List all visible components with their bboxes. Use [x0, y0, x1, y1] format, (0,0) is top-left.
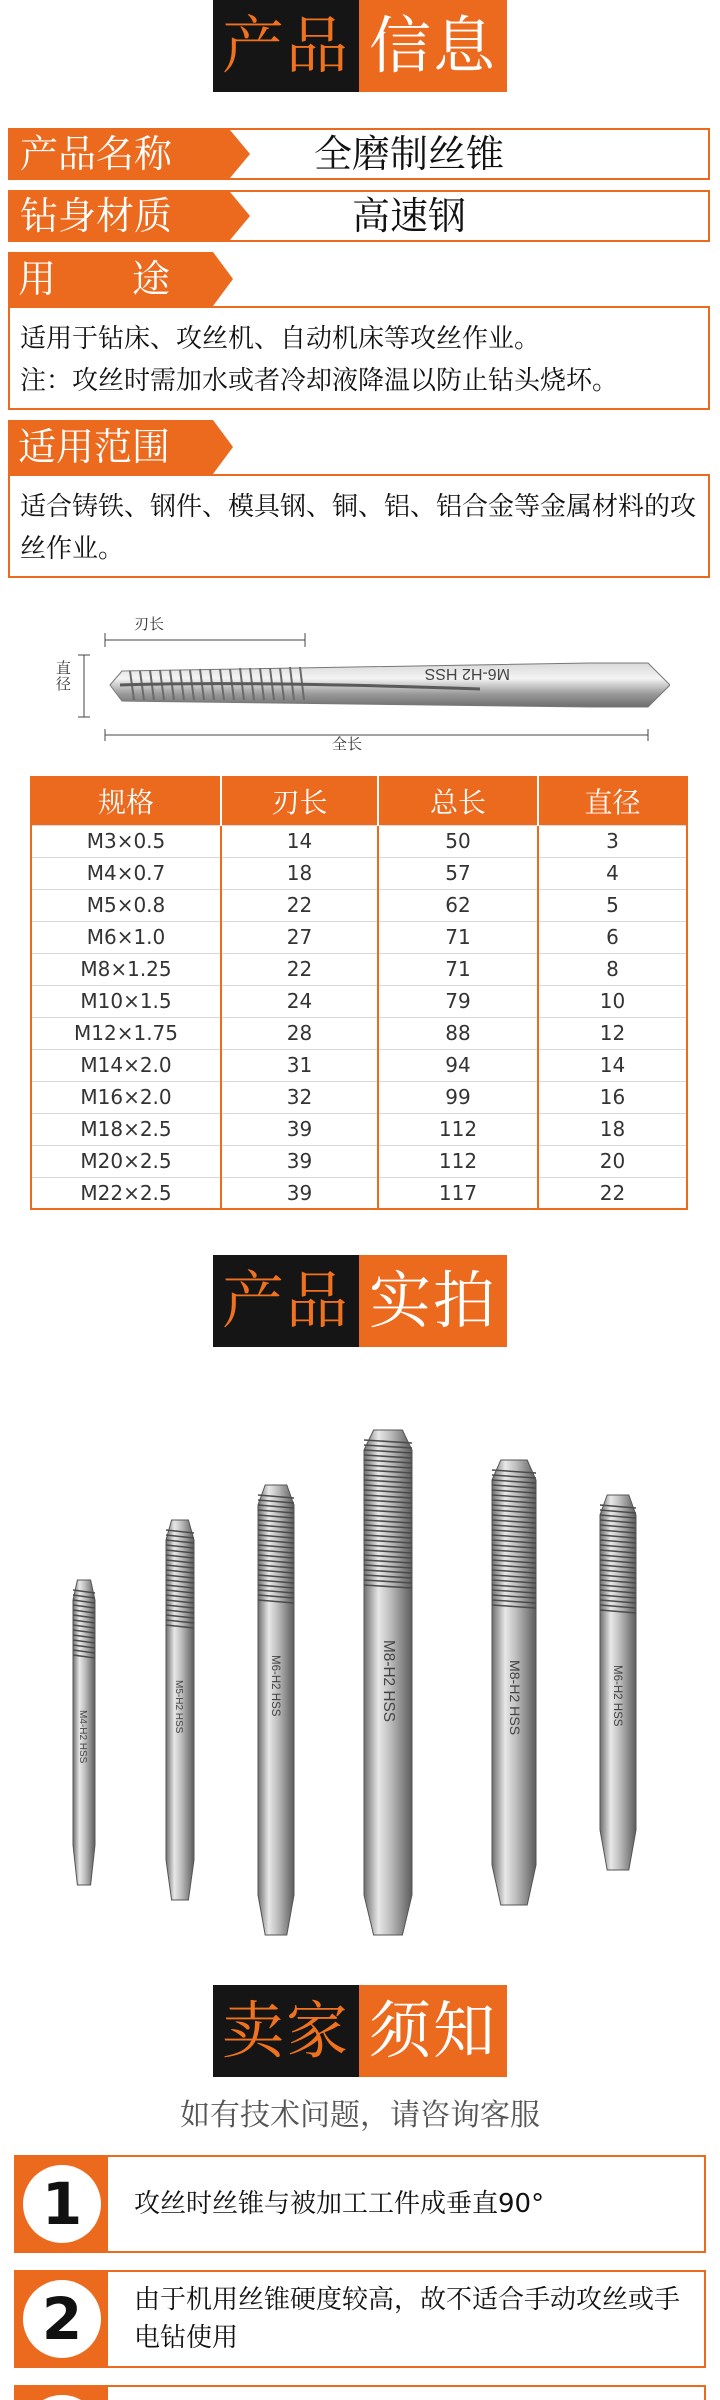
usage-label: 用 途 — [8, 252, 213, 306]
material-row — [8, 190, 710, 242]
heading-left: 产品 — [213, 1255, 359, 1347]
cell-spec: M16×2.0 — [31, 1081, 221, 1113]
notice-subtitle: 如有技术问题，请咨询客服 — [180, 2098, 540, 2133]
tap-3 — [258, 1485, 294, 1935]
product-name-row — [8, 128, 710, 180]
tap-4 — [364, 1430, 412, 1935]
table-row — [31, 953, 687, 985]
col-blade-length: 刃长 — [221, 777, 378, 825]
cell-diameter: 5 — [538, 889, 687, 921]
cell-blade-length: 32 — [221, 1081, 378, 1113]
product-photo — [0, 1380, 720, 1960]
product-name-label: 产品名称 — [10, 130, 230, 178]
tap-2 — [166, 1520, 194, 1900]
table-row — [31, 1017, 687, 1049]
cell-diameter: 3 — [538, 825, 687, 857]
col-diameter: 直径 — [538, 777, 687, 825]
tap-5 — [492, 1460, 536, 1905]
tap-engraving: M8-H2 HSS — [380, 1640, 397, 1722]
tap-engraving: M6-H2 HSS — [611, 1665, 623, 1727]
product-info-heading — [213, 0, 507, 92]
notice-number-badge — [16, 2157, 108, 2251]
scope-label: 适用范围 — [8, 420, 213, 474]
tap-dimension-diagram — [50, 605, 670, 765]
heading-left: 卖家 — [213, 1985, 359, 2077]
notice-number: 1 — [23, 2165, 101, 2243]
usage-text-2: 注：攻丝时需加水或者冷却液降温以防止钻头烧坏。 — [20, 366, 619, 396]
cell-blade-length: 22 — [221, 953, 378, 985]
cell-total-length: 57 — [378, 857, 538, 889]
tap-1 — [73, 1580, 95, 1885]
cell-blade-length: 28 — [221, 1017, 378, 1049]
cell-diameter: 22 — [538, 1177, 687, 1209]
heading-right: 信息 — [359, 0, 507, 92]
usage-text-1: 适用于钻床、攻丝机、自动机床等攻丝作业。 — [20, 324, 541, 354]
table-row — [31, 889, 687, 921]
notice-item-2 — [14, 2270, 706, 2368]
cell-spec: M18×2.5 — [31, 1113, 221, 1145]
diameter-label: 直径 — [56, 659, 72, 693]
table-row — [31, 1081, 687, 1113]
notice-number: 2 — [23, 2280, 101, 2358]
notice-item-3-partial — [14, 2385, 706, 2400]
cell-diameter: 8 — [538, 953, 687, 985]
cell-diameter: 12 — [538, 1017, 687, 1049]
cell-diameter: 18 — [538, 1113, 687, 1145]
cell-total-length: 71 — [378, 953, 538, 985]
material-label: 钻身材质 — [10, 192, 230, 240]
cell-blade-length: 27 — [221, 921, 378, 953]
product-name-value: 全磨制丝锥 — [313, 132, 504, 176]
product-photo-heading — [213, 1255, 507, 1347]
scope-text: 适合铸铁、钢件、模具钢、铜、铝、铝合金等金属材料的攻丝作业。 — [20, 492, 697, 564]
cell-total-length: 79 — [378, 985, 538, 1017]
cell-total-length: 99 — [378, 1081, 538, 1113]
heading-left: 产品 — [213, 0, 359, 92]
cell-diameter: 14 — [538, 1049, 687, 1081]
cell-spec: M22×2.5 — [31, 1177, 221, 1209]
table-row — [31, 825, 687, 857]
tap-drawing — [50, 605, 670, 765]
diagram-engraving: M6-H2 HSS — [424, 665, 510, 682]
tap-6 — [600, 1495, 636, 1870]
cell-spec: M3×0.5 — [31, 825, 221, 857]
table-row — [31, 1113, 687, 1145]
usage-box — [8, 306, 710, 410]
table-row — [31, 1049, 687, 1081]
cell-total-length: 88 — [378, 1017, 538, 1049]
col-spec: 规格 — [31, 777, 221, 825]
blade-length-label: 刃长 — [134, 615, 165, 633]
cell-total-length: 112 — [378, 1145, 538, 1177]
table-row — [31, 1145, 687, 1177]
cell-diameter: 4 — [538, 857, 687, 889]
cell-total-length: 117 — [378, 1177, 538, 1209]
cell-total-length: 71 — [378, 921, 538, 953]
cell-spec: M20×2.5 — [31, 1145, 221, 1177]
cell-spec: M12×1.75 — [31, 1017, 221, 1049]
cell-total-length: 50 — [378, 825, 538, 857]
seller-notice-heading — [213, 1985, 507, 2077]
cell-diameter: 16 — [538, 1081, 687, 1113]
cell-total-length: 62 — [378, 889, 538, 921]
cell-spec: M8×1.25 — [31, 953, 221, 985]
cell-blade-length: 39 — [221, 1145, 378, 1177]
spec-table — [30, 776, 688, 1210]
cell-diameter: 20 — [538, 1145, 687, 1177]
cell-blade-length: 39 — [221, 1113, 378, 1145]
notice-item-1 — [14, 2155, 706, 2253]
cell-spec: M4×0.7 — [31, 857, 221, 889]
cell-blade-length: 18 — [221, 857, 378, 889]
notice-text: 由于机用丝锥硬度较高，故不适合手动攻丝或手电钻使用 — [134, 2285, 681, 2353]
tap-engraving: M4-H2 HSS — [77, 1710, 88, 1764]
cell-blade-length: 24 — [221, 985, 378, 1017]
total-length-label: 全长 — [332, 735, 363, 753]
table-row — [31, 921, 687, 953]
cell-spec: M10×1.5 — [31, 985, 221, 1017]
cell-diameter: 6 — [538, 921, 687, 953]
heading-right: 实拍 — [359, 1255, 507, 1347]
col-total-length: 总长 — [378, 777, 538, 825]
notice-number-badge — [16, 2387, 108, 2400]
table-row — [31, 1177, 687, 1209]
cell-total-length: 94 — [378, 1049, 538, 1081]
cell-diameter: 10 — [538, 985, 687, 1017]
cell-blade-length: 39 — [221, 1177, 378, 1209]
cell-spec: M5×0.8 — [31, 889, 221, 921]
tap-engraving: M6-H2 HSS — [269, 1655, 281, 1717]
tap-engraving: M8-H2 HSS — [507, 1660, 523, 1736]
notice-number — [23, 2395, 101, 2400]
cell-total-length: 112 — [378, 1113, 538, 1145]
cell-blade-length: 31 — [221, 1049, 378, 1081]
material-value: 高速钢 — [351, 194, 466, 238]
cell-blade-length: 14 — [221, 825, 378, 857]
scope-box — [8, 474, 710, 578]
cell-spec: M6×1.0 — [31, 921, 221, 953]
table-row — [31, 985, 687, 1017]
heading-right: 须知 — [359, 1985, 507, 2077]
table-row — [31, 857, 687, 889]
tap-engraving: M5-H2 HSS — [173, 1680, 184, 1734]
cell-spec: M14×2.0 — [31, 1049, 221, 1081]
table-header-row — [31, 777, 687, 825]
notice-text: 攻丝时丝锥与被加工工件成垂直90° — [134, 2189, 545, 2219]
notice-number-badge — [16, 2272, 108, 2366]
cell-blade-length: 22 — [221, 889, 378, 921]
